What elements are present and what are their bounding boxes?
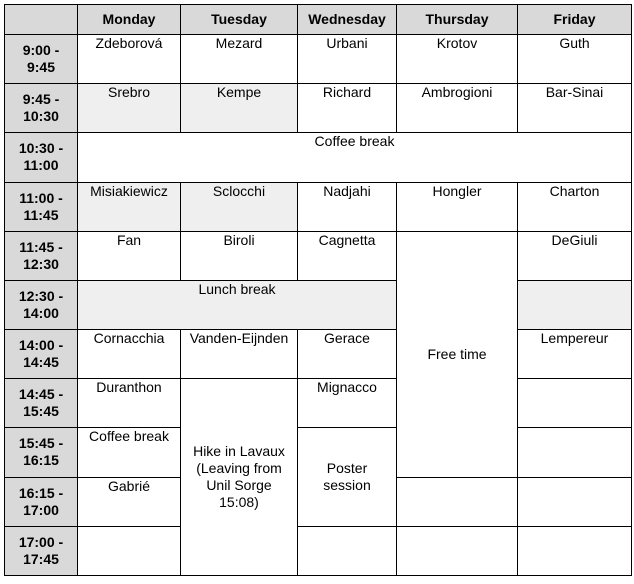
- empty-cell: [298, 526, 397, 575]
- day-header-wednesday: Wednesday: [298, 5, 397, 35]
- poster-session-cell: Poster session: [298, 428, 397, 526]
- session-cell: Gabrié: [78, 477, 181, 526]
- session-cell: Vanden-Eijnden: [181, 330, 298, 379]
- empty-cell: [518, 280, 632, 329]
- table-row: [5, 182, 632, 231]
- table-row: [5, 133, 632, 182]
- session-cell: Zdeborová: [78, 35, 181, 84]
- session-cell: Duranthon: [78, 379, 181, 428]
- free-time-cell: Free time: [397, 231, 518, 477]
- time-slot: 10:30 - 11:00: [5, 133, 78, 182]
- time-slot: 14:00 - 14:45: [5, 330, 78, 379]
- session-cell: Mezard: [181, 35, 298, 84]
- time-slot: 14:45 - 15:45: [5, 379, 78, 428]
- session-cell: Charton: [518, 182, 632, 231]
- empty-cell: [78, 526, 181, 575]
- empty-cell: [518, 428, 632, 477]
- coffee-break-cell: Coffee break: [78, 428, 181, 477]
- session-cell: Krotov: [397, 35, 518, 84]
- session-cell: Fan: [78, 231, 181, 280]
- session-cell: DeGiuli: [518, 231, 632, 280]
- time-slot: 15:45 - 16:15: [5, 428, 78, 477]
- empty-cell: [397, 526, 518, 575]
- session-cell: Urbani: [298, 35, 397, 84]
- time-slot: 17:00 - 17:45: [5, 526, 78, 575]
- hike-cell: Hike in Lavaux (Leaving from Unil Sorge 15:08): [181, 379, 298, 576]
- session-cell: Biroli: [181, 231, 298, 280]
- table-row: [5, 428, 632, 477]
- session-cell: Misiakiewicz: [78, 182, 181, 231]
- table-row: [5, 379, 632, 428]
- session-cell: Lempereur: [518, 330, 632, 379]
- time-slot: 12:30 - 14:00: [5, 280, 78, 329]
- table-row: [5, 280, 632, 329]
- session-cell: Sclocchi: [181, 182, 298, 231]
- session-cell: Bar-Sinai: [518, 84, 632, 133]
- session-cell: Nadjahi: [298, 182, 397, 231]
- coffee-break-cell: Coffee break: [78, 133, 632, 182]
- table-row: [5, 526, 632, 575]
- session-cell: Richard: [298, 84, 397, 133]
- session-cell: Cornacchia: [78, 330, 181, 379]
- lunch-break-cell: Lunch break: [78, 280, 397, 329]
- session-cell: Srebro: [78, 84, 181, 133]
- time-slot: 9:45 - 10:30: [5, 84, 78, 133]
- table-row: [5, 231, 632, 280]
- table-row: [5, 330, 632, 379]
- empty-cell: [397, 477, 518, 526]
- session-cell: Hongler: [397, 182, 518, 231]
- session-cell: Ambrogioni: [397, 84, 518, 133]
- time-slot: 16:15 - 17:00: [5, 477, 78, 526]
- session-cell: Kempe: [181, 84, 298, 133]
- time-slot: 11:00 - 11:45: [5, 182, 78, 231]
- day-header-thursday: Thursday: [397, 5, 518, 35]
- empty-cell: [518, 526, 632, 575]
- empty-cell: [518, 477, 632, 526]
- day-header-tuesday: Tuesday: [181, 5, 298, 35]
- corner-cell: [5, 5, 78, 35]
- session-cell: Guth: [518, 35, 632, 84]
- session-cell: Mignacco: [298, 379, 397, 428]
- time-slot: 11:45 - 12:30: [5, 231, 78, 280]
- session-cell: Cagnetta: [298, 231, 397, 280]
- schedule-table: [4, 4, 632, 576]
- time-slot: 9:00 - 9:45: [5, 35, 78, 84]
- empty-cell: [518, 379, 632, 428]
- day-header-friday: Friday: [518, 5, 632, 35]
- table-row: [5, 35, 632, 84]
- header-row: [5, 5, 632, 35]
- session-cell: Gerace: [298, 330, 397, 379]
- day-header-monday: Monday: [78, 5, 181, 35]
- table-row: [5, 84, 632, 133]
